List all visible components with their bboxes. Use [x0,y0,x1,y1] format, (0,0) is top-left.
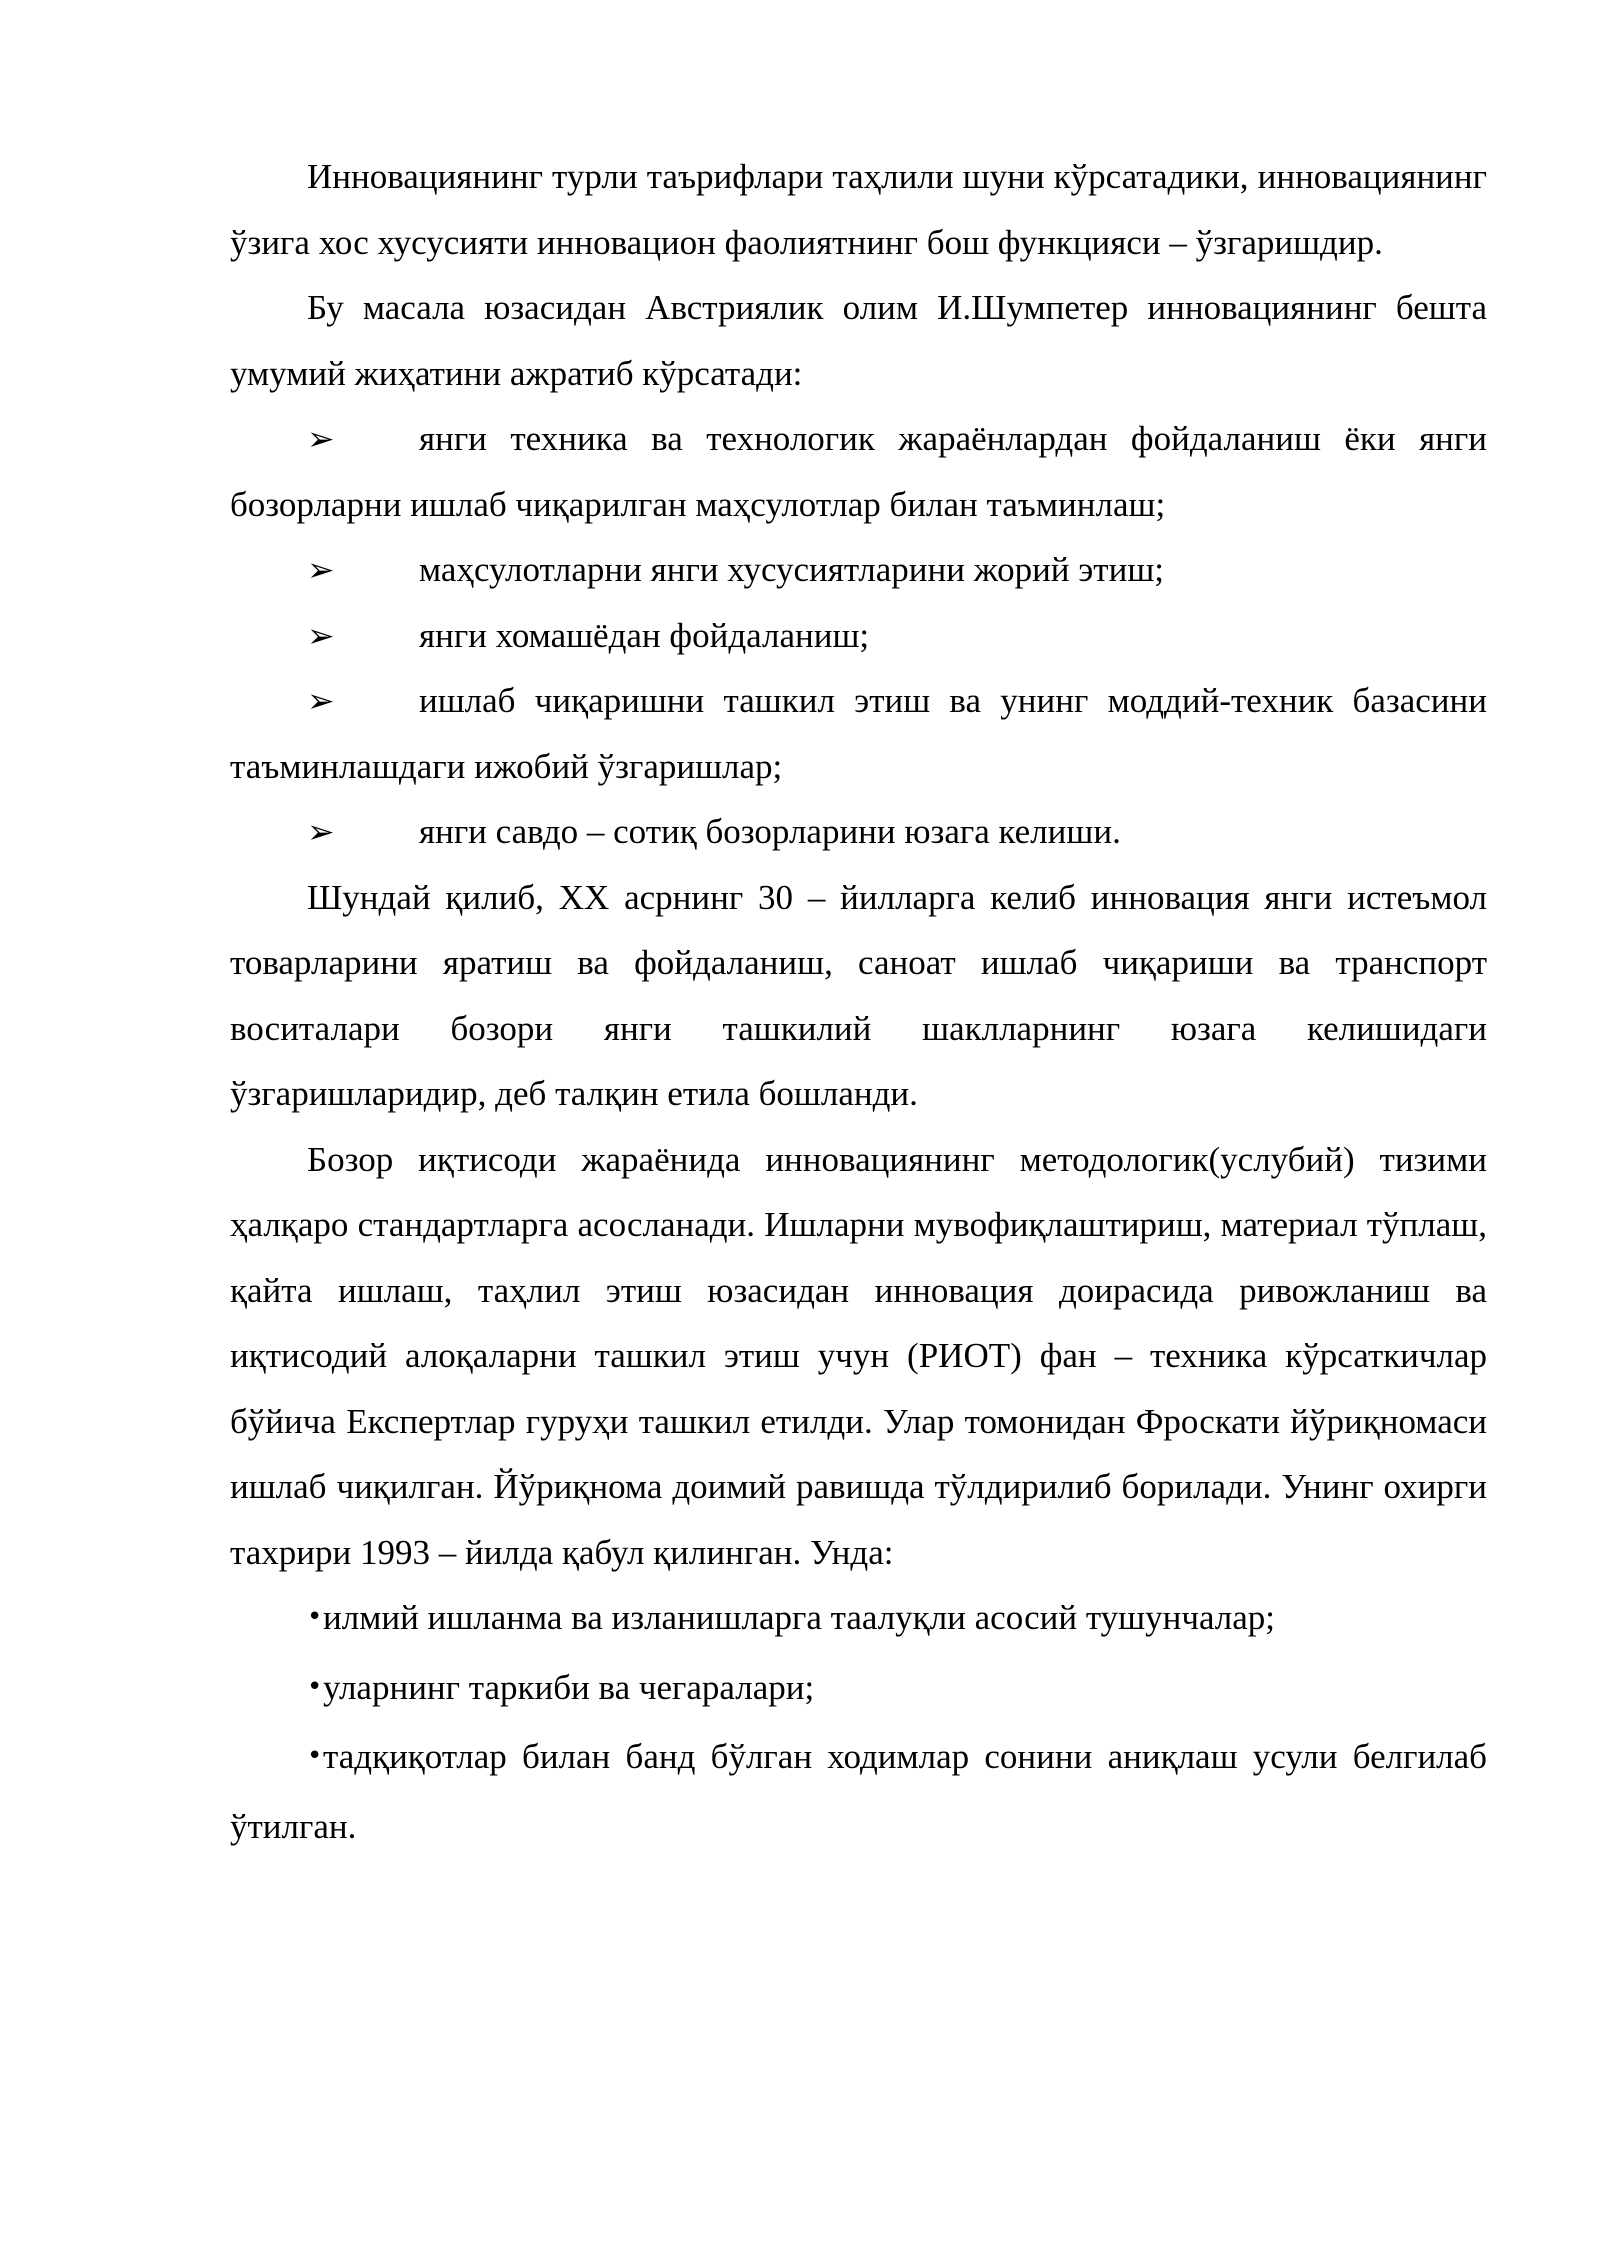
arrow-bullet-icon: ➢ [307,615,335,655]
list-item [230,799,1487,865]
arrow-bullet-icon: ➢ [307,681,335,720]
dot-bullet-icon: • [307,1671,323,1702]
list-item [230,1655,1487,1725]
dot-bullet-icon: • [307,1741,323,1771]
list-item-text: янги хомашёдан фойдаланиш; [419,615,870,655]
paragraph: Бу масала юзасидан Австриялик олим И.Шумпетер инновациянинг бешта умумий жиҳатини ажратиб кўрсатади: [230,288,1487,393]
arrow-bullet-icon: ➢ [307,550,335,589]
list-item [230,1724,1487,1859]
list-item-text: тадқиқотлар билан банд бўлган ходимлар сонини аниқлаш усули белгилаб ўтилган. [230,1737,1487,1846]
paragraph: Бозор иқтисоди жараёнида инновациянинг методологик(услубий) тизими ҳалқаро стандартларга асосланади. Ишларни мувофиқлаштириш, материал тўплаш, қайта ишлаш, таҳлил этиш юзасидан инновация доирасида ривожланиш ва иқтисодий алоқаларни ташкил этиш учун (РИОТ) фан – техника кўрсаткичлар бўйича Експертлар гуруҳи ташкил етилди. Улар томонидан Фроскати йўриқномаси ишлаб чиқилган. Йўриқнома доимий равишда тўлдирилиб борилади. Унинг охирги тахрири 1993 – йилда қабул қилинган. Унда: [230,1139,1487,1572]
list-item [230,537,1487,603]
list-item [230,603,1487,669]
arrow-bullet-icon: ➢ [307,419,335,458]
list-item [230,406,1487,537]
list-item-text: янги савдо – сотиқ бозорларини юзага келиши. [419,812,1121,851]
list-item-text: маҳсулотларни янги хусусиятларини жорий этиш; [419,550,1164,589]
list-item-text: илмий ишланма ва изланишларга таалуқли асосий тушунчалар; [323,1598,1276,1637]
list-item [230,1585,1487,1655]
paragraph: Шундай қилиб, XX асрнинг 30 – йилларга келиб инновация янги истеъмол товарларини яратиш ва фойдаланиш, саноат ишлаб чиқариши ва транспорт воситалари бозори янги ташкилий шаклларнинг юзага келишидаги ўзгаришларидир, деб талқин етила бошланди. [230,877,1487,1113]
list-item-text: уларнинг таркиби ва чегаралари; [323,1667,815,1707]
list-item-text: ишлаб чиқаришни ташкил этиш ва унинг моддий-техник базасини таъминлашдаги ижобий ўзгаришлар; [230,681,1487,786]
list-item [230,668,1487,799]
dot-bullet-icon: • [307,1602,323,1632]
list-item-text: янги техника ва технологик жараёнлардан фойдаланиш ёки янги бозорларни ишлаб чиқарилган маҳсулотлар билан таъминлаш; [230,419,1487,524]
paragraph: Инновациянинг турли таърифлари таҳлили шуни кўрсатадики, инновациянинг ўзига хос хусусияти инновацион фаолиятнинг бош функцияси – ўзгаришдир. [230,157,1487,262]
document-body [230,144,1487,1859]
arrow-bullet-icon: ➢ [307,812,335,851]
